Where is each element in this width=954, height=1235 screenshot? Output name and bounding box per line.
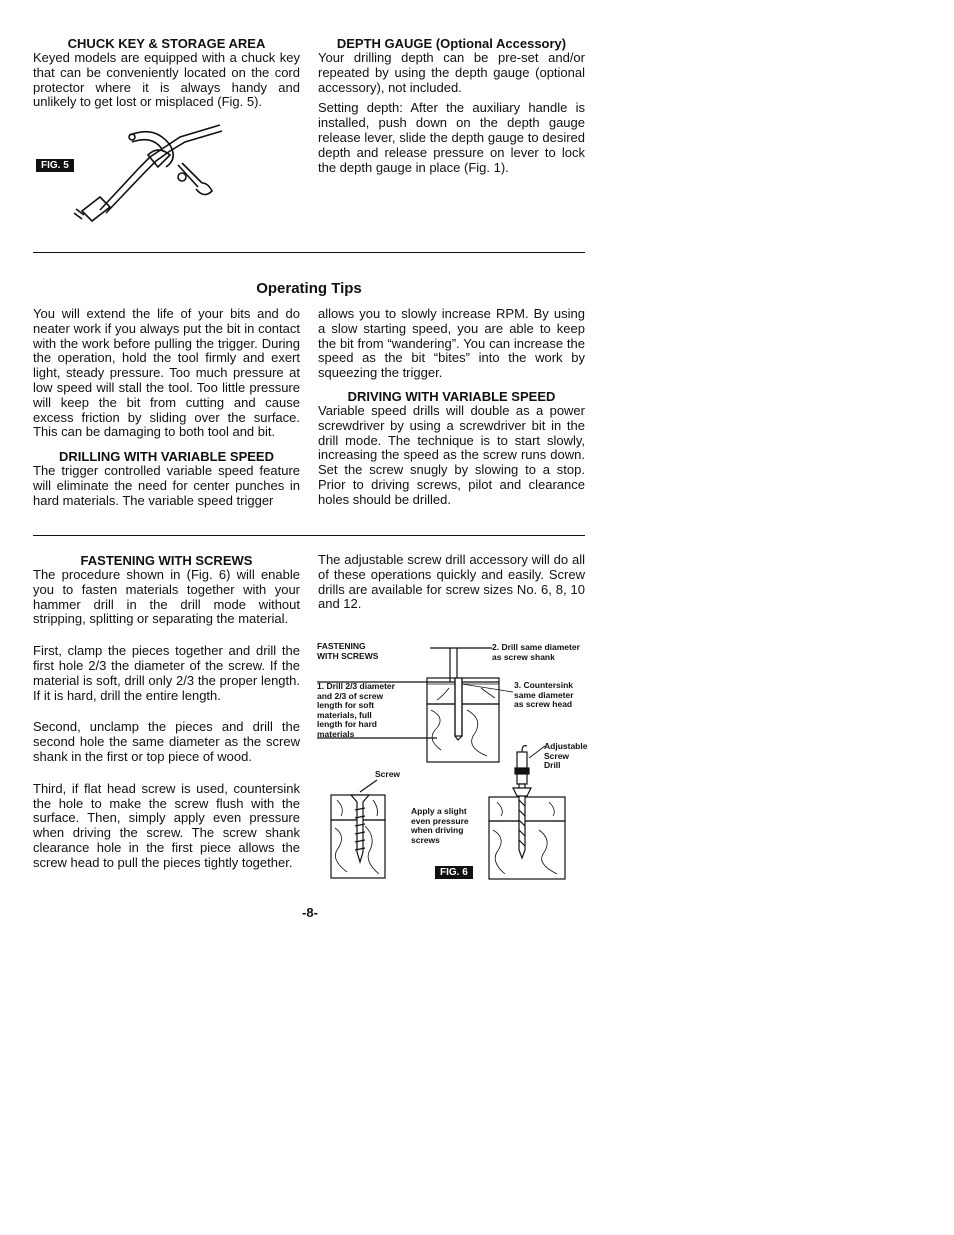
fig6-pressure-label: Apply a slight even pressure when driving screws	[411, 806, 469, 845]
fig6-adjustable-label: Adjustable Screw Drill	[544, 741, 588, 770]
fig6-title: FASTENING WITH SCREWS	[317, 641, 379, 661]
fig6-step3-label: 3. Countersink same diameter as screw head	[514, 680, 574, 709]
drilling-variable-speed-heading: DRILLING WITH VARIABLE SPEED	[59, 449, 274, 465]
fastening-heading: FASTENING WITH SCREWS	[80, 553, 253, 568]
divider-2	[33, 535, 585, 536]
depth-gauge-section	[318, 36, 585, 175]
fig6-step2-label: 2. Drill same diameter as screw shank	[492, 642, 580, 662]
operating-tips-left	[33, 307, 300, 509]
depth-gauge-body-2: Setting depth: After the auxiliary handle is installed, push down on the depth gauge release lever, slide the depth gauge to desired depth and release pressure on lever to lock the depth gauge in place (Fig. 1).	[318, 100, 585, 175]
fastening-body-4: Third, if flat head screw is used, countersink the hole to make the screw flush with the surface. Then, simply apply even pressure when driving the screw. The screw shank clearance hole in the first piece allows the screw head to pull the pieces tightly together.	[33, 780, 300, 870]
fastening-body-3: Second, unclamp the pieces and drill the second hole the same diameter as the screw shank in the first or top piece of wood.	[33, 719, 300, 764]
fig6-illustration	[317, 640, 588, 885]
fig5-illustration	[70, 125, 230, 225]
driving-variable-speed-body: Variable speed drills will double as a power screwdriver by using a screwdriver bit in the drill mode. The technique is to start slowly, increasing the speed as the screw runs down. Set the screw snugly by slowing to a stop. Prior to driving screws, pilot and clearance holes should be drilled.	[318, 402, 585, 507]
depth-gauge-heading: DEPTH GAUGE (Optional Accessory)	[336, 36, 567, 51]
fastening-body-2: First, clamp the pieces together and drill the first hole 2/3 the diameter of the screw. If the material is soft, drill only 2/3 the proper length. If it is hard, drill the entire length.	[33, 643, 300, 703]
fig6-label: FIG. 6	[435, 866, 473, 879]
page-number: -8-	[302, 905, 318, 920]
fig6-step1-label: 1. Drill 2/3 diameter and 2/3 of screw length for soft materials, full length for hard materials	[317, 681, 395, 739]
fastening-right	[318, 553, 585, 612]
divider-1	[33, 252, 585, 253]
operating-tips-right	[318, 307, 585, 508]
chuck-key-heading: CHUCK KEY & STORAGE AREA	[67, 36, 266, 51]
chuck-key-body: Keyed models are equipped with a chuck key that can be conveniently located on the cord protector where it is always handy and unlikely to get lost or misplaced (Fig. 5).	[33, 50, 300, 110]
fig5-label: FIG. 5	[36, 159, 74, 172]
operating-tips-intro: You will extend the life of your bits and do neater work if you always put the bit in contact with the work before pulling the trigger. During the operation, hold the tool firmly and exert light, steady pressure. Too much pressure at low speed will stall the tool. Too little pressure will keep the bit from cutting and cause excess friction by sliding over the surface. This can be damaging to both tool and bit.	[33, 306, 300, 440]
chuck-key-section	[33, 36, 300, 110]
fastening-body-1: The procedure shown in (Fig. 6) will enable you to fasten materials together with your hammer drill in the drill mode without stripping, splitting or separating the material.	[33, 567, 300, 627]
drilling-variable-speed-body-a: The trigger controlled variable speed feature will eliminate the need for center punches in hard materials. The variable speed trigger	[33, 463, 300, 508]
fastening-left	[33, 553, 300, 871]
driving-variable-speed-heading: DRIVING WITH VARIABLE SPEED	[347, 388, 556, 404]
operating-tips-title: Operating Tips	[256, 280, 362, 297]
fig6-screw-label: Screw	[375, 769, 401, 779]
drilling-variable-speed-body-b: allows you to slowly increase RPM. By using a slow starting speed, you are able to keep the bit from “wandering”. You can increase the speed as the bit “bites” into the work by squeezing the trigger.	[318, 306, 585, 381]
depth-gauge-body-1: Your drilling depth can be pre-set and/or repeated by using the depth gauge (optional accessory), not included.	[318, 50, 585, 95]
fastening-body-5: The adjustable screw drill accessory will do all of these operations quickly and easily. Screw drills are available for screw sizes No. 6, 8, 10 and 12.	[318, 552, 585, 612]
